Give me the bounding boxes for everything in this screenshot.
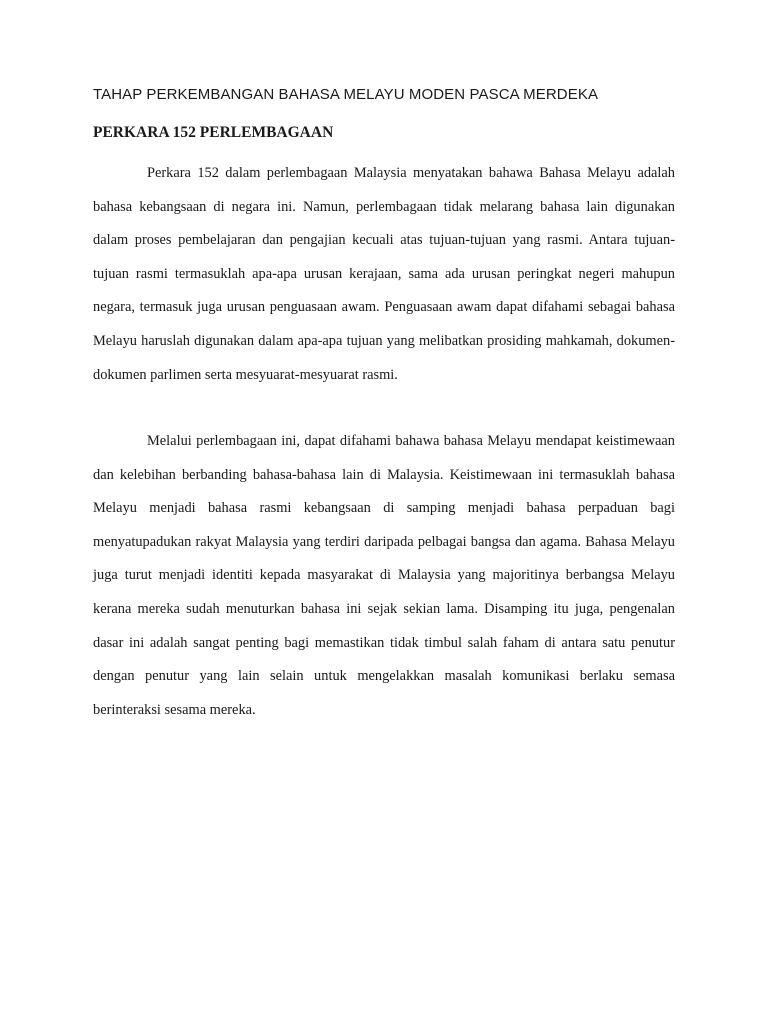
paragraph-2: Melalui perlembagaan ini, dapat difahami bahawa bahasa Melayu mendapat keistimewaan dan kelebihan berbanding bahasa-bahasa lain di Malaysia. Keistimewaan ini termasuklah bahasa Melayu menjadi bahasa rasmi kebangsaan di samping menjadi bahasa perpaduan bagi menyatupadukan rakyat Malaysia yang terdiri daripada pelbagai bangsa dan agama. Bahasa Melayu juga turut menjadi identiti kepada masyarakat di Malaysia yang majoritinya berbangsa Melayu kerana mereka sudah menuturkan bahasa ini sejak sekian lama. Disamping itu juga, pengenalan dasar ini adalah sangat penting bagi memastikan tidak timbul salah faham di antara satu penutur dengan penutur yang lain selain untuk mengelakkan masalah komunikasi berlaku semasa berinteraksi sesama mereka. xyxy=(93,433,675,718)
section-heading: PERKARA 152 PERLEMBAGAAN xyxy=(93,124,334,141)
document-title: TAHAP PERKEMBANGAN BAHASA MELAYU MODEN PASCA MERDEKA xyxy=(93,86,599,103)
paragraph-1: Perkara 152 dalam perlembagaan Malaysia menyatakan bahawa Bahasa Melayu adalah bahasa kebangsaan di negara ini. Namun, perlembagaan tidak melarang bahasa lain digunakan dalam proses pembelajaran dan pengajian kecuali atas tujuan-tujuan yang rasmi. Antara tujuan-tujuan rasmi termasuklah apa-apa urusan kerajaan, sama ada urusan peringkat negeri mahupun negara, termasuk juga urusan penguasaan awam. Penguasaan awam dapat difahami sebagai bahasa Melayu haruslah digunakan dalam apa-apa tujuan yang melibatkan prosiding mahkamah, dokumen-dokumen parlimen serta mesyuarat-mesyuarat rasmi. xyxy=(93,165,675,383)
